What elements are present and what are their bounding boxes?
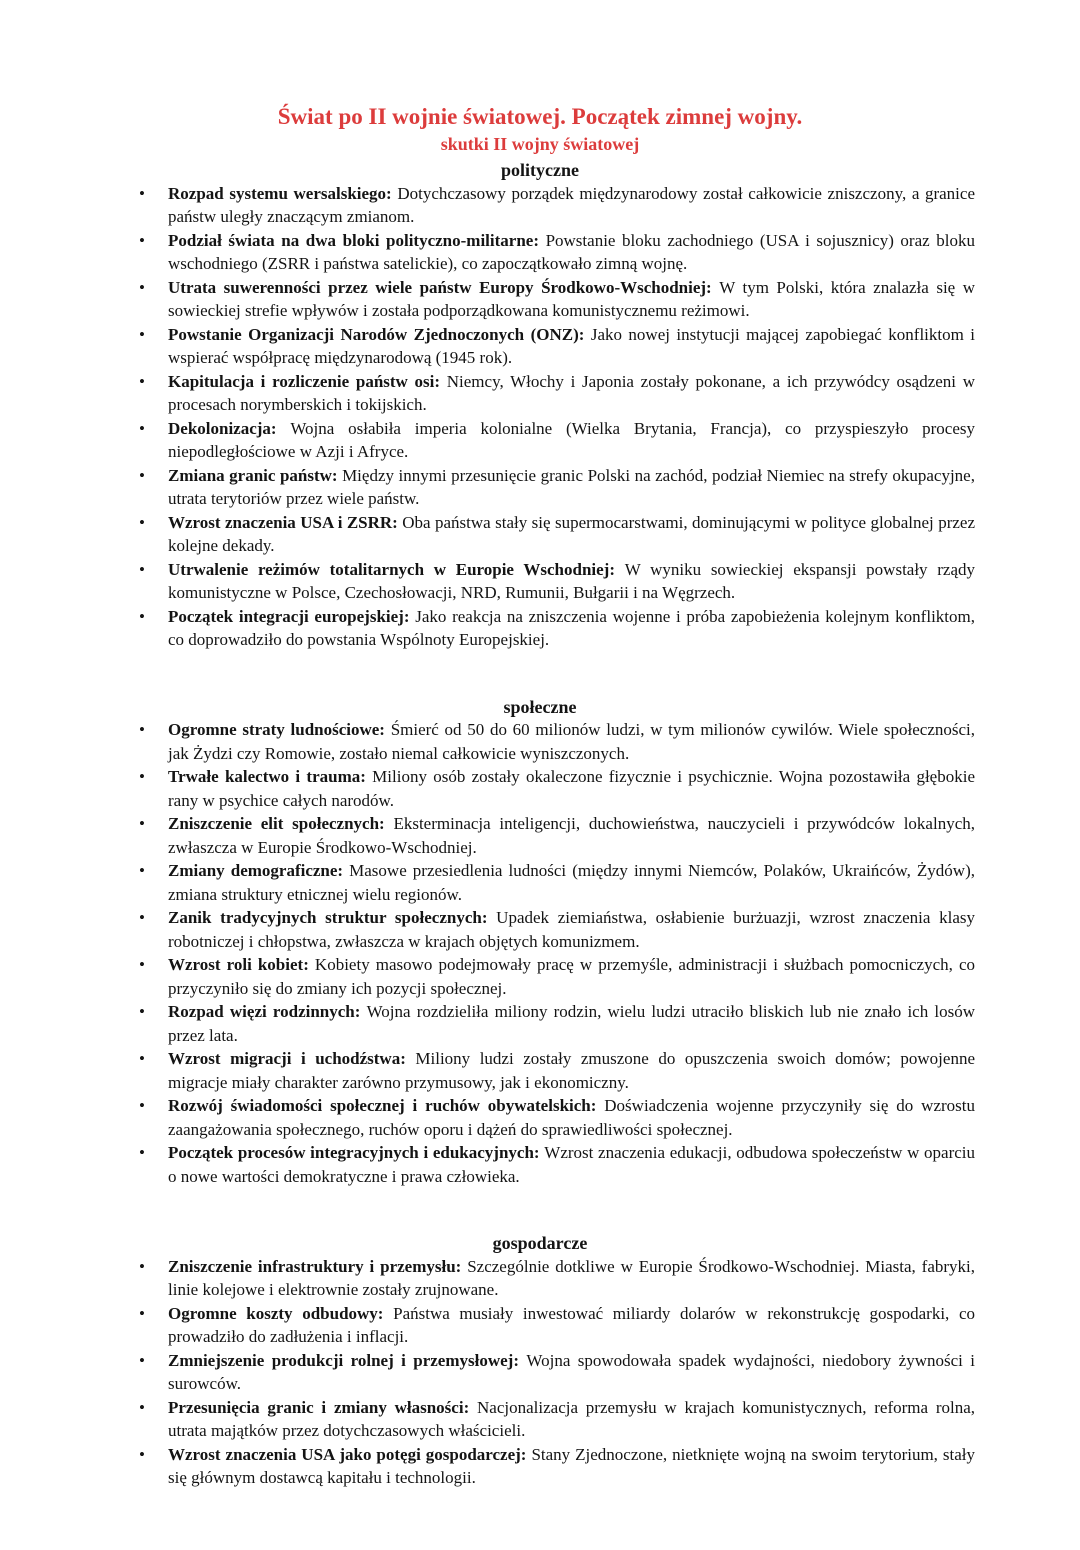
list-item bbox=[168, 1302, 975, 1349]
list-item bbox=[168, 182, 975, 229]
item-lead: Wzrost znaczenia USA i ZSRR: bbox=[168, 512, 403, 532]
item-lead: Dekolonizacja: bbox=[168, 418, 291, 438]
item-text: Miliony ludzi zostały zmuszone do opuszczenia swoich domów; powojenne migracje miały charakter zarówno przymusowy, jak i ekonomiczny. bbox=[168, 1049, 975, 1092]
item-text: Oba państwa stały się supermocarstwami, dominującymi w polityce globalnej przez kolejne dekady. bbox=[168, 512, 975, 556]
item-text: Jako reakcja na zniszczenia wojenne i próba zapobieżenia kolejnym konfliktom, co doprowadziło do powstania Wspólnoty Europejskiej. bbox=[168, 606, 975, 650]
list-item bbox=[168, 765, 975, 812]
item-text: W wyniku sowieckiej ekspansji powstały rządy komunistyczne w Polsce, Czechosłowacji, NRD, Rumunii, Bułgarii i na Węgrzech. bbox=[168, 559, 976, 603]
item-text: Stany Zjednoczone, nietknięte wojną na swoim terytorium, stały się głównym dostawcą kapitału i technologii. bbox=[168, 1444, 975, 1488]
item-text: Szczególnie dotkliwe w Europie Środkowo-Wschodniej. Miasta, fabryki, linie kolejowe i elektrownie zostały zrujnowane. bbox=[168, 1256, 975, 1300]
list-item bbox=[168, 323, 975, 370]
item-text: Między innymi przesunięcie granic Polski na zachód, podział Niemiec na strefy okupacyjne, utrata terytoriów przez wiele państw. bbox=[168, 465, 975, 509]
item-text: Doświadczenia wojenne przyczyniły się do wzrostu zaangażowania społecznego, ruchów oporu i dążeń do sprawiedliwości społecznej. bbox=[168, 1096, 975, 1139]
item-lead: Zmniejszenie produkcji rolnej i przemysłowej: bbox=[168, 1350, 527, 1370]
item-lead: Przesunięcia granic i zmiany własności: bbox=[168, 1397, 478, 1417]
list-item bbox=[168, 1255, 975, 1302]
item-lead: Utrwalenie reżimów totalitarnych w Europie Wschodniej: bbox=[168, 559, 625, 579]
list-item bbox=[168, 1443, 975, 1490]
bullet-list bbox=[105, 718, 975, 1188]
list-item bbox=[168, 906, 975, 953]
list-item bbox=[168, 718, 975, 765]
item-text: Dotychczasowy porządek międzynarodowy został całkowicie zniszczony, a granice państw uległy znaczącym zmianom. bbox=[168, 183, 975, 227]
list-item bbox=[168, 1349, 975, 1396]
section-gospodarcze bbox=[105, 1232, 975, 1490]
item-lead: Zmiany demograficzne: bbox=[168, 861, 350, 881]
page-subtitle: skutki II wojny światowej bbox=[440, 133, 640, 154]
item-lead: Wzrost znaczenia USA jako potęgi gospodarczej: bbox=[168, 1444, 532, 1464]
section-heading: polityczne bbox=[501, 160, 579, 181]
list-item bbox=[168, 417, 975, 464]
bullet-list bbox=[105, 182, 975, 652]
item-text: Kobiety masowo podejmowały pracę w przemyśle, administracji i służbach pomocniczych, co przyczyniło się do zmiany ich pozycji społecznej. bbox=[168, 955, 975, 998]
list-item bbox=[168, 370, 975, 417]
item-lead: Podział świata na dwa bloki polityczno-militarne: bbox=[168, 230, 546, 250]
item-lead: Zniszczenie elit społecznych: bbox=[168, 814, 394, 834]
item-text: W tym Polski, która znalazła się w sowieckiej strefie wpływów i została podporządkowana komunistycznemu reżimowi. bbox=[168, 277, 976, 321]
list-item bbox=[168, 464, 975, 511]
item-text: Masowe przesiedlenia ludności (między innymi Niemców, Polaków, Ukraińców, Żydów), zmiana struktury etnicznej wielu regionów. bbox=[168, 861, 975, 904]
item-text: Eksterminacja inteligencji, duchowieństwa, nauczycieli i przywódców lokalnych, zwłaszcza w Europie Środkowo-Wschodniej. bbox=[168, 814, 975, 857]
item-lead: Rozpad systemu wersalskiego: bbox=[168, 183, 398, 203]
item-lead: Ogromne koszty odbudowy: bbox=[168, 1303, 394, 1323]
list-item bbox=[168, 1094, 975, 1141]
item-lead: Początek procesów integracyjnych i edukacyjnych: bbox=[168, 1143, 545, 1163]
section-społeczne bbox=[105, 696, 975, 1189]
section-heading: gospodarcze bbox=[492, 1233, 588, 1254]
list-item bbox=[168, 605, 975, 652]
list-item bbox=[168, 1047, 975, 1094]
list-item bbox=[168, 953, 975, 1000]
item-text: Śmierć od 50 do 60 milionów ludzi, w tym milionów cywilów. Wiele społeczności, jak Żydzi czy Romowie, zostało niemal całkowicie wyniszczonych. bbox=[168, 720, 976, 763]
page-title: Świat po II wojnie światowej. Początek zimnej wojny. bbox=[277, 104, 803, 129]
item-lead: Trwałe kalectwo i trauma: bbox=[168, 767, 373, 787]
item-lead: Rozwój świadomości społecznej i ruchów obywatelskich: bbox=[168, 1096, 605, 1116]
list-item bbox=[168, 812, 975, 859]
item-text: Miliony osób zostały okaleczone fizycznie i psychicznie. Wojna pozostawiła głębokie rany w psychice całych narodów. bbox=[168, 767, 975, 810]
item-lead: Utrata suwerenności przez wiele państw Europy Środkowo-Wschodniej: bbox=[168, 277, 720, 297]
section-heading: społeczne bbox=[503, 696, 577, 717]
item-lead: Zniszczenie infrastruktury i przemysłu: bbox=[168, 1256, 468, 1276]
item-lead: Ogromne straty ludnościowe: bbox=[168, 720, 391, 740]
list-item bbox=[168, 1396, 975, 1443]
item-text: Wojna rozdzieliła miliony rodzin, wielu ludzi utraciło bliskich lub nie znało ich losów przez lata. bbox=[168, 1002, 976, 1045]
item-lead: Kapitulacja i rozliczenie państw osi: bbox=[168, 371, 447, 391]
item-lead: Rozpad więzi rodzinnych: bbox=[168, 1002, 367, 1022]
item-lead: Zmiana granic państw: bbox=[168, 465, 343, 485]
item-text: Wojna osłabiła imperia kolonialne (Wielka Brytania, Francja), co przyspieszyło procesy niepodległościowe w Azji i Afryce. bbox=[168, 418, 975, 462]
item-text: Wzrost znaczenia edukacji, odbudowa społeczeństw w oparciu o nowe wartości demokratyczne i prawa człowieka. bbox=[168, 1143, 976, 1186]
item-lead: Powstanie Organizacji Narodów Zjednoczonych (ONZ): bbox=[168, 324, 591, 344]
item-text: Powstanie bloku zachodniego (USA i sojusznicy) oraz bloku wschodniego (ZSRR i państwa satelickie), co zapoczątkowało zimną wojnę. bbox=[168, 230, 975, 274]
list-item bbox=[168, 558, 975, 605]
bullet-list bbox=[105, 1255, 975, 1490]
item-lead: Wzrost roli kobiet: bbox=[168, 955, 315, 975]
section-polityczne bbox=[105, 159, 975, 652]
list-item bbox=[168, 1000, 975, 1047]
sections-container bbox=[105, 159, 975, 1490]
list-item bbox=[168, 229, 975, 276]
item-text: Nacjonalizacja przemysłu w krajach komunistycznych, reforma rolna, utrata majątków przez dotychczasowych właścicieli. bbox=[168, 1397, 976, 1441]
item-lead: Zanik tradycyjnych struktur społecznych: bbox=[168, 908, 497, 928]
item-text: Wojna spowodowała spadek wydajności, niedobory żywności i surowców. bbox=[168, 1350, 975, 1394]
list-item bbox=[168, 511, 975, 558]
item-text: Niemcy, Włochy i Japonia zostały pokonane, a ich przywódcy osądzeni w procesach norymberskich i tokijskich. bbox=[168, 371, 975, 415]
item-text: Państwa musiały inwestować miliardy dolarów w rekonstrukcję gospodarki, co prowadziło do zadłużenia i inflacji. bbox=[168, 1303, 976, 1347]
list-item bbox=[168, 859, 975, 906]
item-lead: Wzrost migracji i uchodźstwa: bbox=[168, 1049, 416, 1069]
item-text: Jako nowej instytucji mającej zapobiegać konfliktom i wspierać współpracę międzynarodową (1945 rok). bbox=[168, 324, 975, 368]
item-lead: Początek integracji europejskiej: bbox=[168, 606, 416, 626]
item-text: Upadek ziemiaństwa, osłabienie burżuazji, wzrost znaczenia klasy robotniczej i chłopstwa, zwłaszcza w krajach objętych komunizmem. bbox=[168, 908, 975, 951]
list-item bbox=[168, 1141, 975, 1188]
list-item bbox=[168, 276, 975, 323]
